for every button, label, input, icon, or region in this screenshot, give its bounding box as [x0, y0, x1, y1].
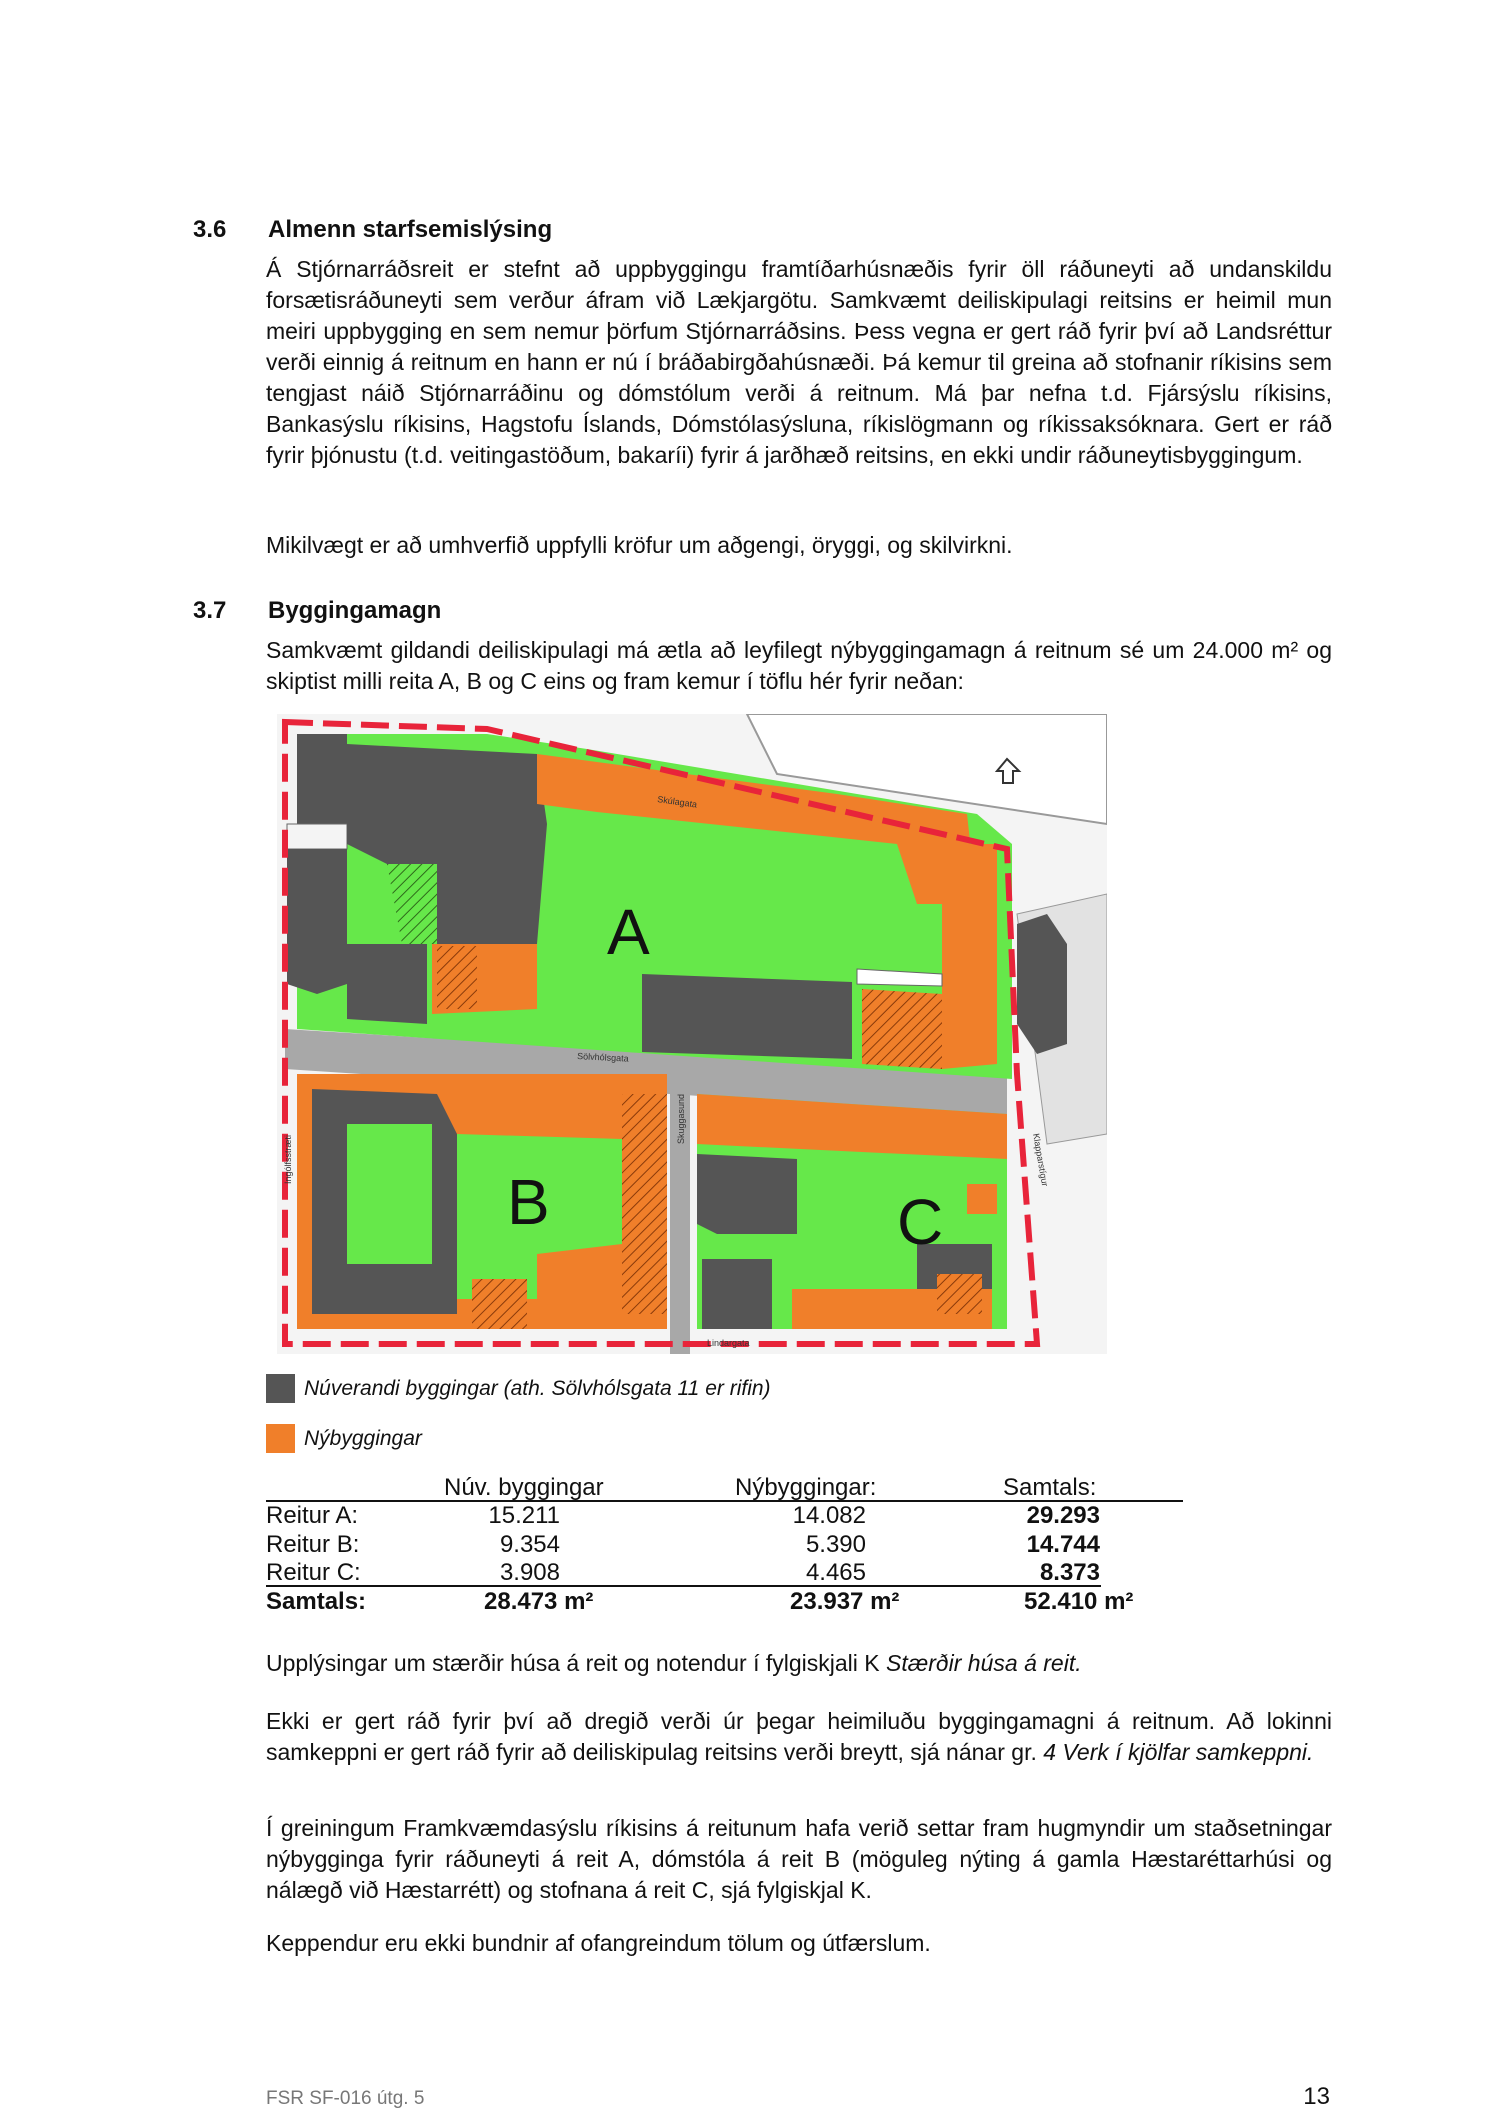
- street-label: Klapparstígur: [1031, 1132, 1051, 1188]
- paragraph: Keppendur eru ekki bundnir af ofangreindum tölum og útfærslum.: [266, 1930, 931, 1956]
- existing-building: [297, 734, 347, 829]
- paragraph: Ekki er gert ráð fyrir því að dregið verði úr þegar heimiluðu byggingamagni á reitnum. Að lokinni samkeppni er gert ráð fyrir að deiliskipulag reitsins verði breytt, sjá nánar gr. 4 Verk í kjölfar samkeppni.: [266, 1708, 1332, 1765]
- site-plan-map: [277, 714, 1107, 1354]
- table-row-label: Reitur B:: [266, 1531, 360, 1558]
- table-cell: 8.373: [1039, 1559, 1100, 1586]
- paragraph: Upplýsingar um stærðir húsa á reit og notendur í fylgiskjali K Stærðir húsa á reit.: [266, 1650, 1082, 1676]
- paragraph: Í greiningum Framkvæmdasýslu ríkisins á reitunum hafa verið settar fram hugmyndir um staðsetningar nýbygginga fyrir ráðuneyti á reit A, dómstóla á reit B (möguleg nýting á gamla Hæstaréttarhúsi og nálægð við Hæstarrétt) og stofnana á reit C, sjá fylgiskjal K.: [266, 1815, 1332, 1903]
- new-building: [942, 844, 997, 1069]
- new-building-hatched: [862, 989, 942, 1069]
- section-title: Almenn starfsemislýsing: [268, 216, 553, 243]
- legend-label: Núverandi byggingar (ath. Sölvhólsgata 11 er rifin): [304, 1377, 771, 1400]
- table-header: Núv. byggingar: [444, 1474, 604, 1501]
- street-label: Skuggasund: [676, 1093, 686, 1144]
- street-label: Lindargata: [707, 1338, 750, 1348]
- new-building-hatched: [937, 1274, 982, 1314]
- table-total-cell: 28.473 m²: [484, 1588, 594, 1615]
- existing-building: [642, 974, 852, 1059]
- new-building: [967, 1184, 997, 1214]
- paragraph: Samkvæmt gildandi deiliskipulagi má ætla að leyfilegt nýbyggingamagn á reitnum sé um 24.000 m² og skiptist milli reita A, B og C eins og fram kemur í töflu hér fyrir neðan:: [266, 637, 1332, 694]
- table-cell: 9.354: [499, 1531, 560, 1558]
- parking-area: [287, 824, 347, 849]
- table-cell: 4.465: [805, 1559, 866, 1586]
- legend-swatch-existing: [266, 1374, 295, 1403]
- table-cell: 14.744: [1026, 1531, 1100, 1558]
- page-number: 13: [1303, 2083, 1330, 2110]
- legend-swatch-new: [266, 1424, 295, 1453]
- table-total-cell: 23.937 m²: [790, 1588, 900, 1615]
- table-cell: 3.908: [499, 1559, 560, 1586]
- existing-building-outside: [1017, 914, 1067, 1054]
- section-number: 3.7: [193, 597, 227, 624]
- paragraph: Mikilvægt er að umhverfið uppfylli kröfur um aðgengi, öryggi, og skilvirkni.: [266, 532, 1013, 558]
- footer-doc-id: FSR SF-016 útg. 5: [266, 2088, 425, 2109]
- table-row-label: Reitur A:: [266, 1502, 359, 1529]
- table-header: Nýbyggingar:: [735, 1474, 877, 1501]
- table-cell: 14.082: [792, 1502, 866, 1529]
- paragraph: Á Stjórnarráðsreit er stefnt að uppbyggingu framtíðarhúsnæðis fyrir öll ráðuneyti að undanskildu forsætisráðuneyti sem verður áfram við Lækjargötu. Samkvæmt deiliskipulagi reitsins er heimil mun meiri uppbygging en sem nemur þörfum Stjórnarráðsins. Þess vegna er gert ráð fyrir því að Landsréttur verði einnig á reitnum en hann er nú í bráðabirgðahúsnæði. Þá kemur til greina að stofnanir ríkisins sem tengjast náið Stjórnarráðinu og dómstólum verði á reitnum. Má þar nefna t.d. Fjársýslu ríkisins, Bankasýslu ríkisins, Hagstofu Íslands, Dómstólasýsluna, ríkislögmann og ríkissaksóknara. Gert er ráð fyrir þjónustu (t.d. veitingastöðum, bakaríi) fyrir á jarðhæð reitsins, en ekki undir ráðuneytisbyggingum.: [266, 256, 1332, 468]
- table-cell: 29.293: [1026, 1502, 1100, 1529]
- table-row-label: Reitur C:: [266, 1559, 361, 1586]
- existing-building: [697, 1154, 797, 1234]
- table-header: Samtals:: [1003, 1474, 1097, 1501]
- table-cell: 5.390: [805, 1531, 866, 1558]
- table-rule: [266, 1585, 1101, 1587]
- table-total-label: Samtals:: [266, 1588, 367, 1615]
- new-building-hatched: [472, 1279, 527, 1329]
- existing-building: [347, 944, 427, 1024]
- table-cell: 15.211: [488, 1502, 560, 1529]
- block-label-b: B: [507, 1166, 550, 1238]
- existing-building: [287, 849, 347, 994]
- table-total-cell: 52.410 m²: [1024, 1588, 1134, 1615]
- street-label: Ingólfsstræti: [283, 1134, 293, 1184]
- street-label: Sölvhólsgata: [576, 1051, 629, 1064]
- block-label-c: C: [897, 1186, 944, 1258]
- section-number: 3.6: [193, 216, 227, 243]
- courtyard-green: [347, 1124, 432, 1264]
- street-label: Skúlagata: [656, 794, 698, 810]
- block-label-a: A: [607, 896, 650, 968]
- legend-label: Nýbyggingar: [304, 1427, 422, 1450]
- new-building-hatched: [437, 946, 477, 1009]
- existing-building: [702, 1259, 772, 1329]
- section-title: Byggingamagn: [268, 597, 442, 624]
- new-building-hatched: [622, 1094, 667, 1314]
